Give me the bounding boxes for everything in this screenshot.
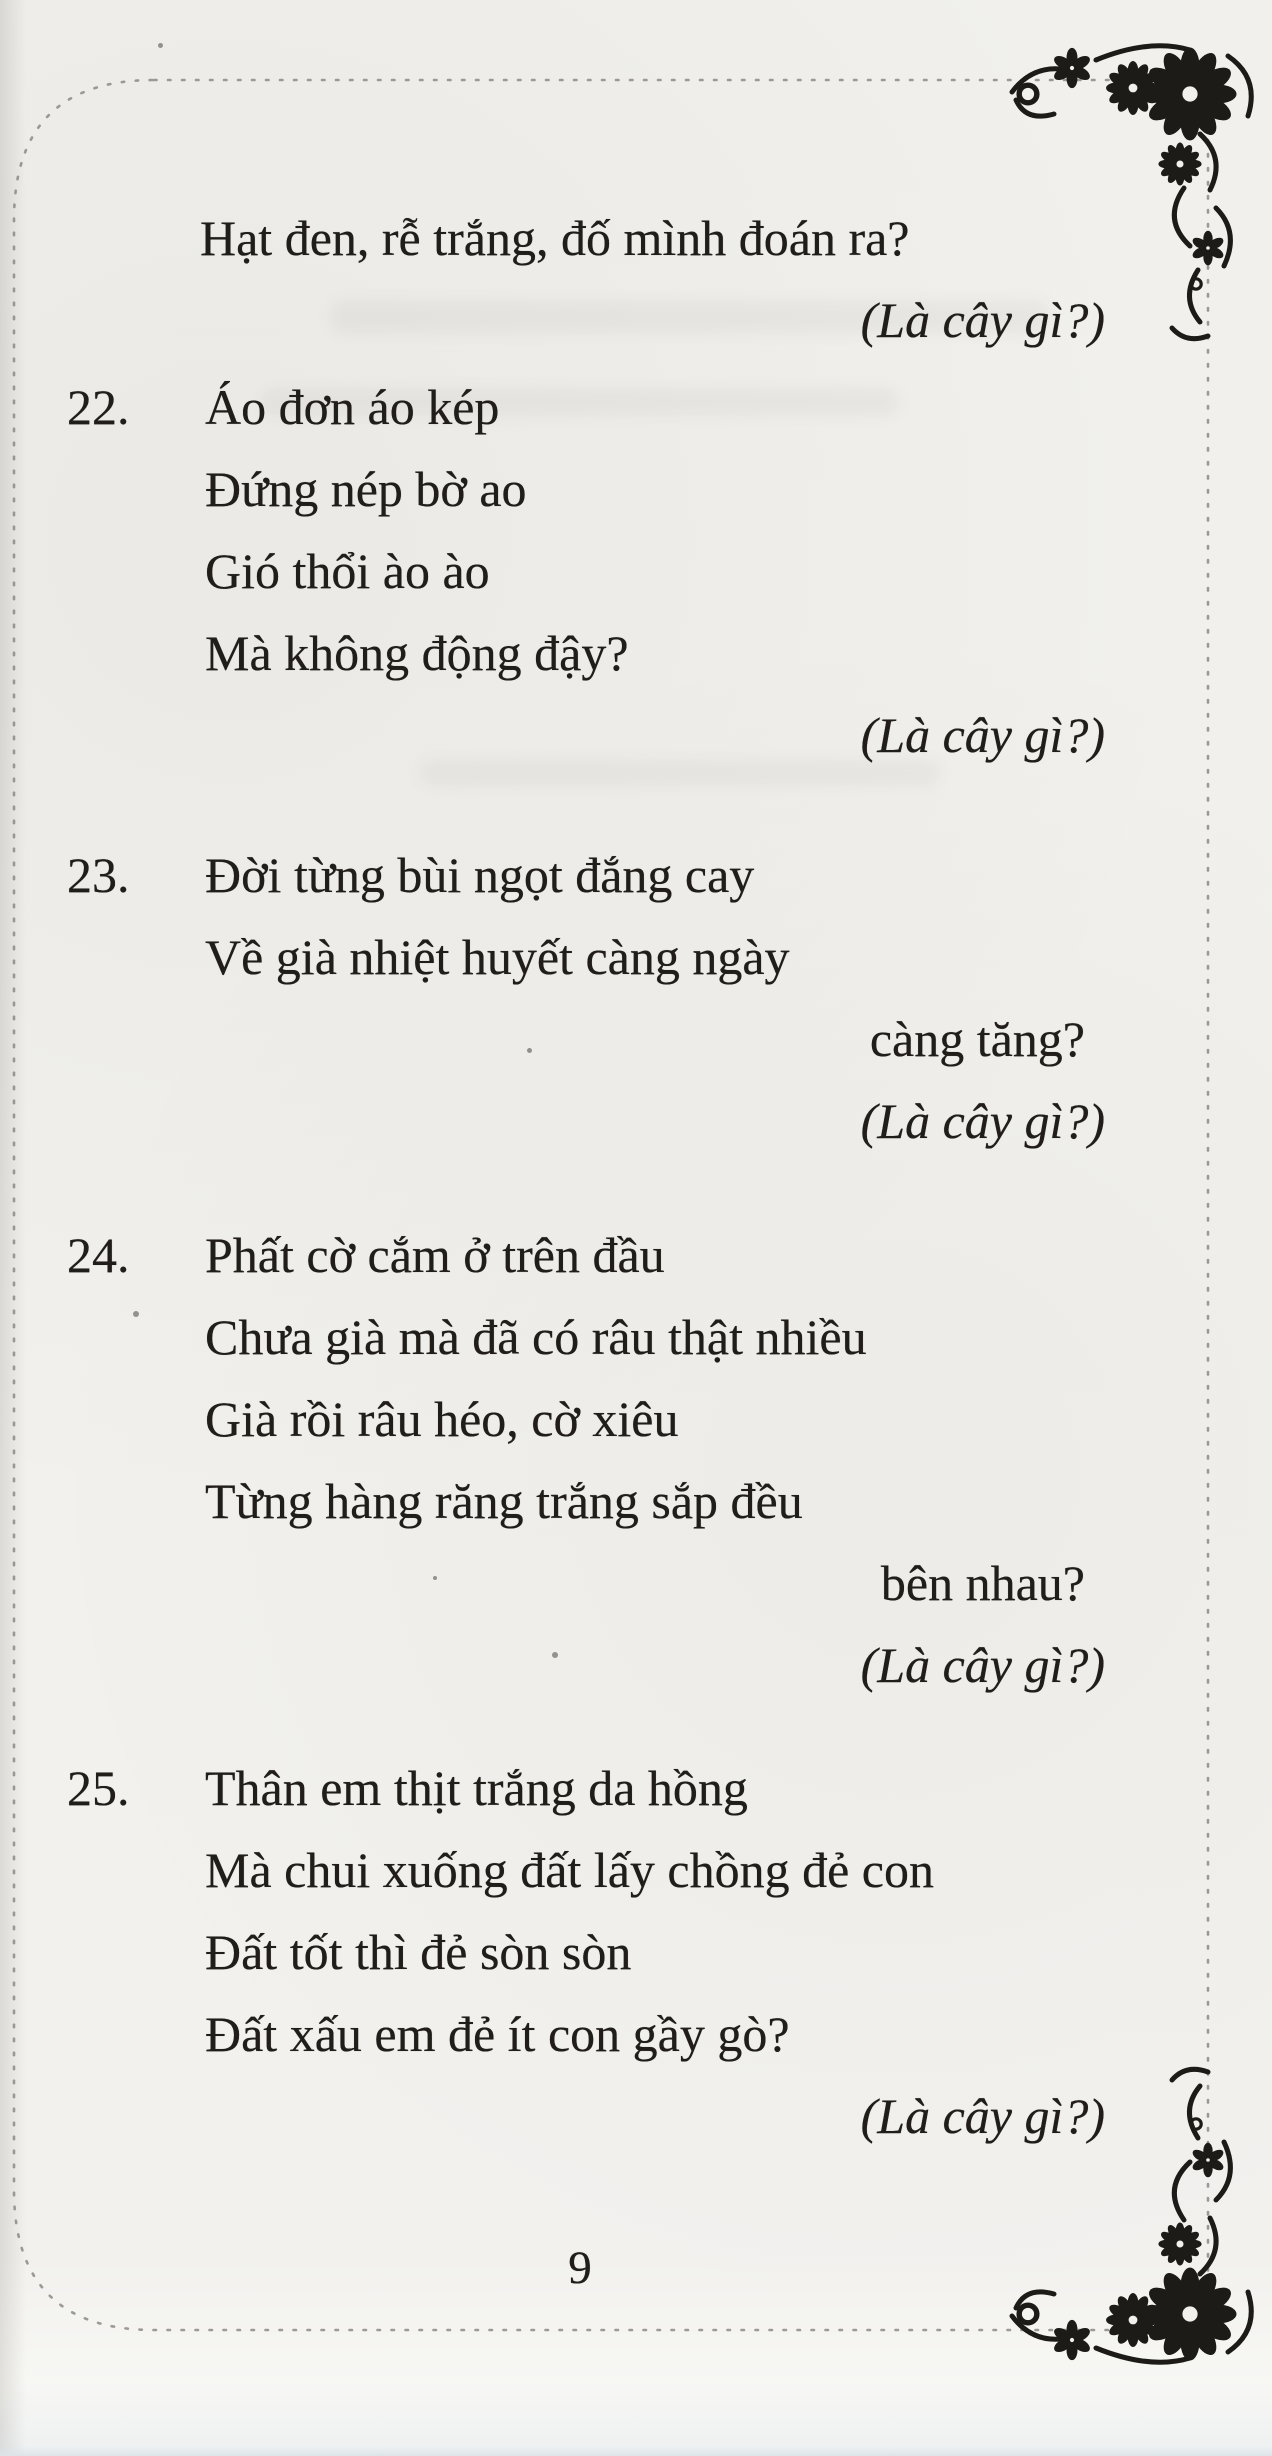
verse-line: Đất tốt thì đẻ sòn sòn [205, 1924, 632, 1980]
answer-hint: (Là cây gì?) [860, 707, 1105, 763]
page-number: 9 [568, 2242, 592, 2294]
verse-line: Chưa già mà đã có râu thật nhiều [205, 1309, 867, 1365]
riddle-number: 23. [67, 847, 130, 903]
answer-hint: (Là cây gì?) [860, 2088, 1105, 2144]
verse-line: Đất xấu em đẻ ít con gầy gò? [205, 2006, 790, 2062]
riddle-22 [60, 366, 1108, 776]
verse-line: Hạt đen, rễ trắng, đố mình đoán ra? [200, 210, 910, 266]
verse-line: Đứng nép bờ ao [205, 461, 527, 517]
verse-line: Già rồi râu héo, cờ xiêu [205, 1391, 679, 1447]
verse-line: Đời từng bùi ngọt đắng cay [205, 847, 755, 903]
verse-line: Về già nhiệt huyết càng ngày [205, 929, 790, 985]
answer-hint: (Là cây gì?) [860, 292, 1105, 348]
riddle-25 [60, 1747, 1108, 2157]
verse-line: Gió thổi ào ào [205, 543, 490, 599]
riddle-continuation [60, 197, 1108, 361]
answer-hint: (Là cây gì?) [860, 1637, 1105, 1693]
verse-line: Mà không động đậy? [205, 625, 629, 681]
riddle-number: 24. [67, 1227, 130, 1283]
answer-hint: (Là cây gì?) [860, 1093, 1105, 1149]
verse-overflow-line: bên nhau? [880, 1555, 1085, 1611]
verse-line: Mà chui xuống đất lấy chồng đẻ con [205, 1842, 934, 1898]
verse-line: Thân em thịt trắng da hồng [205, 1760, 748, 1816]
riddle-number: 25. [67, 1760, 130, 1816]
page-bottom-edge [0, 2446, 1272, 2456]
riddle-23 [60, 834, 1108, 1162]
riddle-number: 22. [67, 379, 130, 435]
verse-line: Áo đơn áo kép [205, 379, 500, 435]
ink-speck [158, 43, 163, 48]
verse-line: Phất cờ cắm ở trên đầu [205, 1227, 665, 1283]
verse-line: Từng hàng răng trắng sắp đều [205, 1473, 803, 1529]
verse-overflow-line: càng tăng? [869, 1011, 1085, 1067]
riddle-24 [60, 1214, 1108, 1706]
